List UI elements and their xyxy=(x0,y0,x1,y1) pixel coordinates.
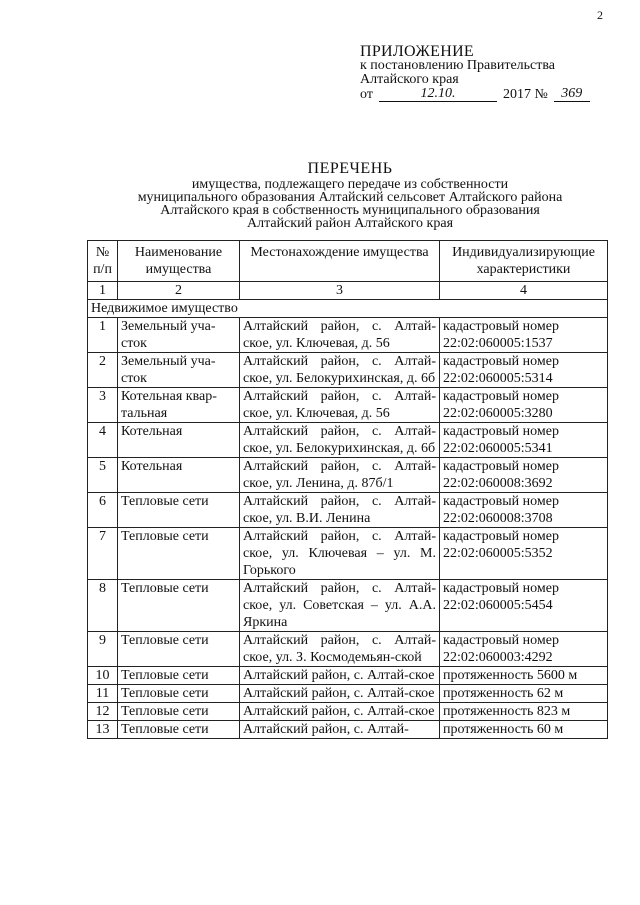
row-number: 10 xyxy=(88,667,118,685)
property-location: Алтайский район, с. Алтай-ское, ул. В.И. Ленина xyxy=(240,493,440,528)
date-value: 12.10. xyxy=(379,87,497,102)
year-text: 2017 № xyxy=(502,87,548,102)
property-name: Земельный уча-сток xyxy=(118,353,240,388)
date-prefix: от xyxy=(360,87,373,102)
property-characteristics: кадастровый номер 22:02:060003:4292 xyxy=(440,632,608,667)
section-title: Недвижимое имущество xyxy=(88,300,608,318)
property-characteristics: кадастровый номер 22:02:060005:1537 xyxy=(440,318,608,353)
table-row xyxy=(88,353,608,388)
property-name: Тепловые сети xyxy=(118,632,240,667)
table-row xyxy=(88,580,608,632)
property-characteristics: кадастровый номер 22:02:060005:3280 xyxy=(440,388,608,423)
property-name: Тепловые сети xyxy=(118,493,240,528)
property-characteristics: кадастровый номер 22:02:060005:5454 xyxy=(440,580,608,632)
property-name: Тепловые сети xyxy=(118,685,240,703)
table-row xyxy=(88,632,608,667)
row-number: 4 xyxy=(88,423,118,458)
title-line-5: Алтайский район Алтайского края xyxy=(246,216,454,231)
property-location: Алтайский район, с. Алтай-ское xyxy=(240,685,440,703)
row-number: 3 xyxy=(88,388,118,423)
table-row xyxy=(88,528,608,580)
property-location: Алтайский район, с. Алтай-ское, ул. Ленина, д. 87б/1 xyxy=(240,458,440,493)
header-number: № п/п xyxy=(88,241,118,282)
property-location: Алтайский район, с. Алтай-ское, ул. Советская – ул. А.А. Яркина xyxy=(240,580,440,632)
table-row xyxy=(88,493,608,528)
table-row xyxy=(88,703,608,721)
property-characteristics: кадастровый номер 22:02:060005:5314 xyxy=(440,353,608,388)
document-title xyxy=(100,160,600,230)
property-name: Тепловые сети xyxy=(118,580,240,632)
property-name: Котельная xyxy=(118,458,240,493)
column-number: 1 xyxy=(88,282,118,300)
property-characteristics: протяженность 60 м xyxy=(440,721,608,739)
appendix-line-2: Алтайского края xyxy=(360,72,459,87)
property-location: Алтайский район, с. Алтай-ское, ул. Белокурихинская, д. 6б xyxy=(240,353,440,388)
property-name: Тепловые сети xyxy=(118,667,240,685)
table-row xyxy=(88,685,608,703)
property-characteristics: кадастровый номер 22:02:060008:3692 xyxy=(440,458,608,493)
table-row xyxy=(88,423,608,458)
row-number: 11 xyxy=(88,685,118,703)
property-location: Алтайский район, с. Алтай-ское, ул. З. Космодемьян-ской xyxy=(240,632,440,667)
title-line-4: Алтайского края в собственность муниципального образования xyxy=(160,203,540,218)
table-row xyxy=(88,388,608,423)
header-characteristics: Индивидуализирующие характеристики xyxy=(440,241,608,282)
title-line-3: муниципального образования Алтайский сельсовет Алтайского района xyxy=(137,190,563,205)
property-location: Алтайский район, с. Алтай-ское, ул. Ключевая, д. 56 xyxy=(240,318,440,353)
property-location: Алтайский район, с. Алтай-ское xyxy=(240,703,440,721)
row-number: 9 xyxy=(88,632,118,667)
table-row xyxy=(88,458,608,493)
appendix-date-line xyxy=(360,87,590,102)
property-location: Алтайский район, с. Алтай-ское, ул. Ключевая, д. 56 xyxy=(240,388,440,423)
header-location: Местонахождение имущества xyxy=(240,241,440,282)
row-number: 12 xyxy=(88,703,118,721)
property-characteristics: кадастровый номер 22:02:060005:5341 xyxy=(440,423,608,458)
property-name: Земельный уча-сток xyxy=(118,318,240,353)
property-location: Алтайский район, с. Алтай-ское xyxy=(240,667,440,685)
property-table xyxy=(87,240,608,739)
appendix-block xyxy=(360,45,590,102)
appendix-line-1: к постановлению Правительства xyxy=(360,58,556,73)
property-characteristics: кадастровый номер 22:02:060008:3708 xyxy=(440,493,608,528)
column-number-row xyxy=(88,282,608,300)
page-number: 2 xyxy=(597,8,603,22)
row-number: 6 xyxy=(88,493,118,528)
property-name: Тепловые сети xyxy=(118,703,240,721)
column-number: 2 xyxy=(118,282,240,300)
table-header-row xyxy=(88,241,608,282)
property-location: Алтайский район, с. Алтай-ское, ул. Белокурихинская, д. 6б xyxy=(240,423,440,458)
appendix-heading: ПРИЛОЖЕНИЕ xyxy=(360,43,475,60)
header-name: Наименование имущества xyxy=(118,241,240,282)
title-line-1: ПЕРЕЧЕНЬ xyxy=(307,160,393,177)
property-location: Алтайский район, с. Алтай-ское, ул. Ключевая – ул. М. Горького xyxy=(240,528,440,580)
property-name: Котельная квар-тальная xyxy=(118,388,240,423)
row-number: 8 xyxy=(88,580,118,632)
row-number: 1 xyxy=(88,318,118,353)
table-row xyxy=(88,318,608,353)
column-number: 3 xyxy=(240,282,440,300)
row-number: 2 xyxy=(88,353,118,388)
row-number: 7 xyxy=(88,528,118,580)
property-characteristics: протяженность 823 м xyxy=(440,703,608,721)
property-characteristics: протяженность 62 м xyxy=(440,685,608,703)
column-number: 4 xyxy=(440,282,608,300)
section-row xyxy=(88,300,608,318)
table-row xyxy=(88,667,608,685)
row-number: 5 xyxy=(88,458,118,493)
table-row xyxy=(88,721,608,739)
property-location: Алтайский район, с. Алтай- xyxy=(240,721,440,739)
title-line-2: имущества, подлежащего передаче из собственности xyxy=(191,177,509,192)
property-characteristics: кадастровый номер 22:02:060005:5352 xyxy=(440,528,608,580)
property-name: Котельная xyxy=(118,423,240,458)
property-name: Тепловые сети xyxy=(118,528,240,580)
property-characteristics: протяженность 5600 м xyxy=(440,667,608,685)
decree-number: 369 xyxy=(554,87,590,102)
row-number: 13 xyxy=(88,721,118,739)
property-name: Тепловые сети xyxy=(118,721,240,739)
